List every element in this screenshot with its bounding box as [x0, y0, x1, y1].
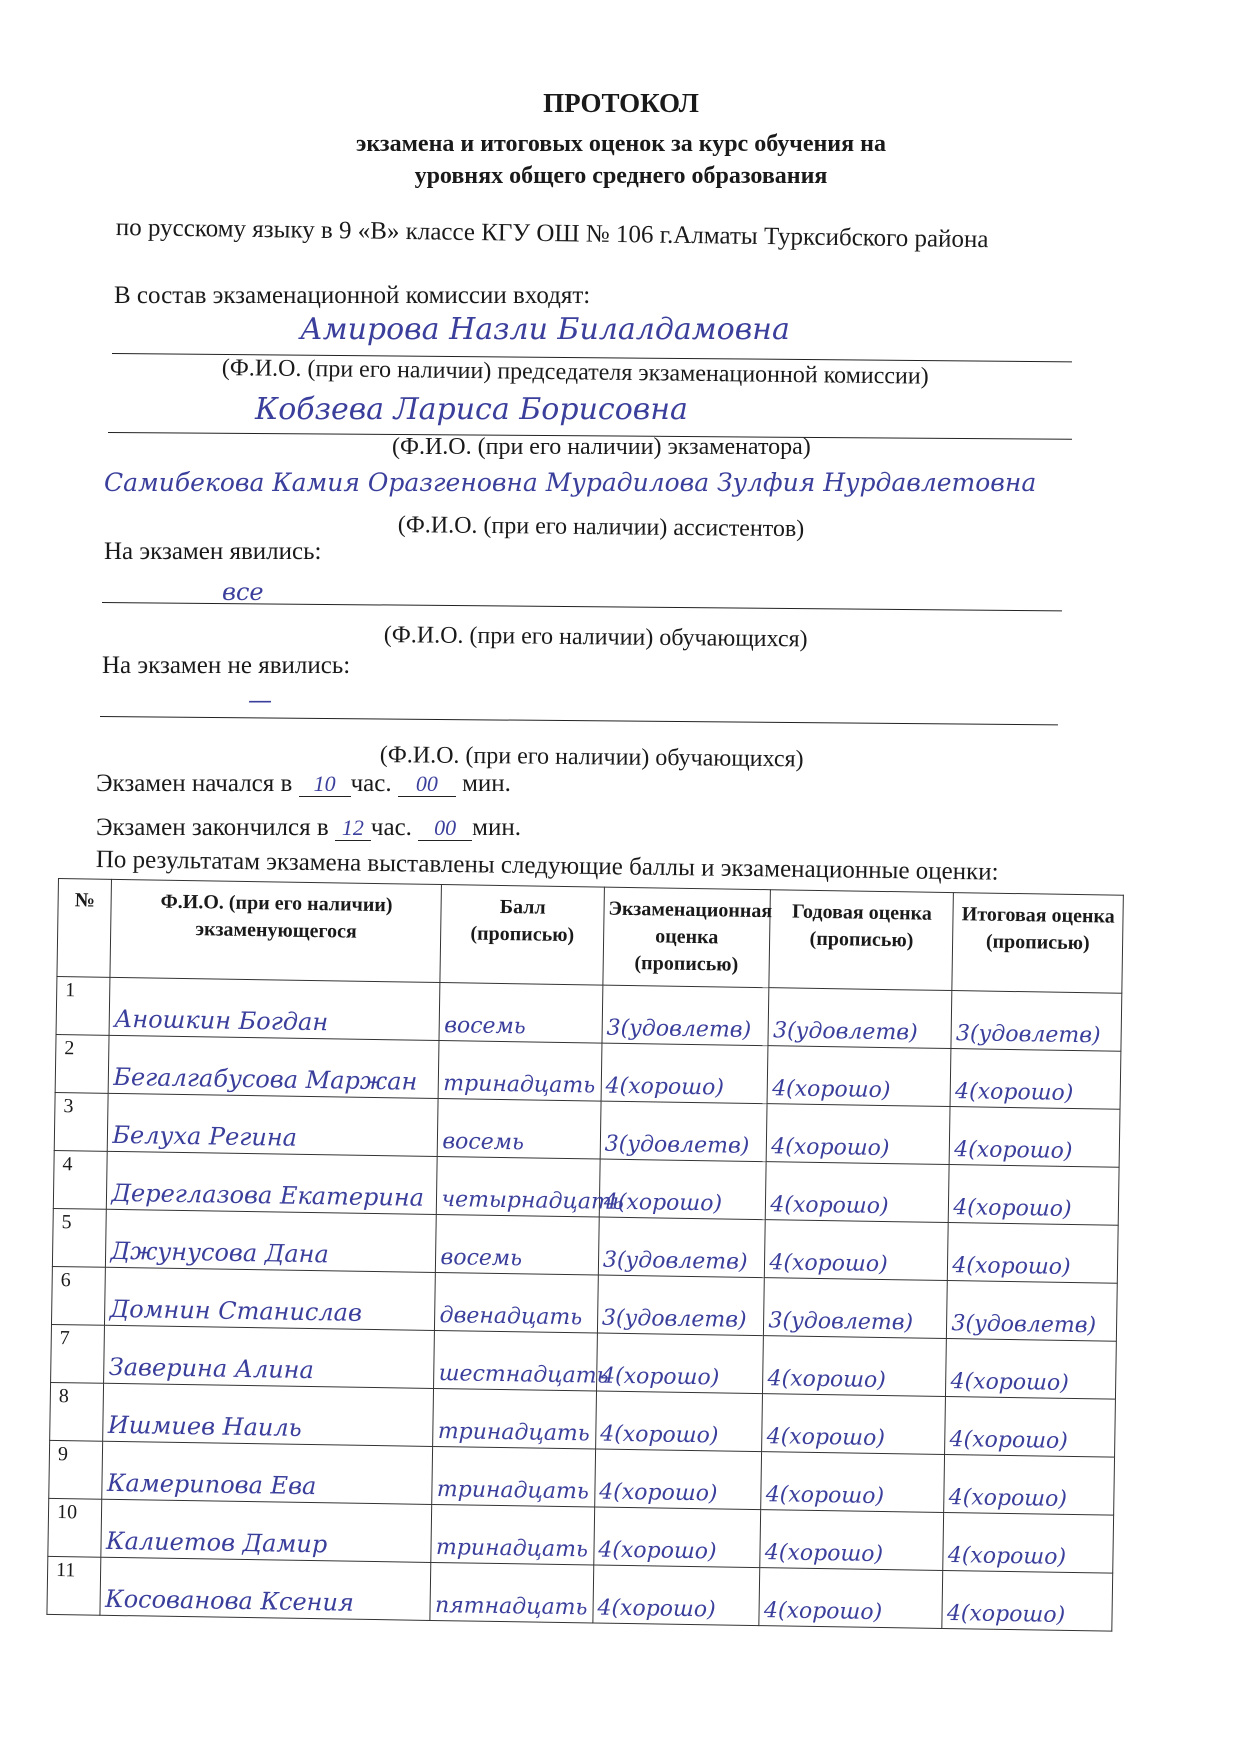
year-grade: 4(хорошо): [759, 1568, 943, 1629]
score-words: тринадцать: [439, 1041, 602, 1102]
score-words: шестнадцать: [434, 1330, 597, 1391]
exam-grade: 3(удовлетв): [597, 1275, 764, 1336]
assistants-caption: (Ф.И.О. (при его наличии) ассистентов): [397, 512, 805, 543]
absent-underline: [100, 716, 1058, 725]
subject-line: по русскому языку в 9 «В» классе КГУ ОШ № 106 г.Алматы Турксибского района: [115, 214, 989, 254]
end-hour-unit: час.: [370, 814, 412, 841]
start-min-unit: мин.: [462, 770, 511, 797]
end-hour: 12: [335, 816, 371, 841]
exam-grade: 4(хорошо): [595, 1449, 762, 1510]
final-grade: 3(удовлетв): [951, 991, 1122, 1052]
row-num: 6: [51, 1266, 105, 1325]
absent-value: —: [248, 686, 272, 714]
header-exam: Экзаменационная оценка (прописью): [603, 887, 771, 988]
row-num: 7: [51, 1324, 105, 1383]
table-header-row: [57, 879, 1123, 994]
year-grade: 4(хорошо): [760, 1510, 944, 1571]
header-score: Балл (прописью): [440, 885, 604, 986]
absent-caption: (Ф.И.О. (при его наличии) обучающихся): [379, 742, 804, 773]
final-grade: 4(хорошо): [946, 1339, 1117, 1400]
student-name: Ишмиев Наиль: [103, 1383, 434, 1446]
score-words: восемь: [439, 983, 602, 1044]
final-grade: 3(удовлетв): [947, 1281, 1118, 1342]
student-name: Белуха Регина: [108, 1093, 439, 1156]
start-prefix: Экзамен начался в: [96, 770, 293, 797]
exam-grade: 3(удовлетв): [602, 985, 769, 1046]
results-intro: По результатам экзамена выставлены следующие баллы и экзаменационные оценки:: [95, 846, 999, 886]
row-num: 4: [53, 1150, 107, 1209]
row-num: 1: [56, 976, 110, 1035]
student-name: Камерипова Ева: [102, 1441, 433, 1504]
row-num: 10: [48, 1498, 102, 1557]
chair-name: Амирова Назли Билалдамовна: [300, 312, 790, 347]
final-grade: 4(хорошо): [948, 1223, 1119, 1284]
exam-grade: 3(удовлетв): [600, 1101, 767, 1162]
present-caption: (Ф.И.О. (при его наличии) обучающихся): [383, 622, 808, 653]
exam-grade: 4(хорошо): [599, 1159, 766, 1220]
header-name: Ф.И.О. (при его наличии) экзаменующегося: [110, 879, 441, 982]
score-words: тринадцать: [431, 1504, 594, 1565]
year-grade: 4(хорошо): [767, 1104, 951, 1165]
present-underline: [102, 602, 1062, 611]
doc-title: ПРОТОКОЛ: [543, 88, 699, 118]
year-grade: 3(удовлетв): [764, 1278, 948, 1339]
examiner-caption: (Ф.И.О. (при его наличии) экзаменатора): [392, 434, 811, 460]
year-grade: 4(хорошо): [763, 1336, 947, 1397]
score-words: двенадцать: [435, 1272, 598, 1333]
final-grade: 4(хорошо): [945, 1397, 1116, 1458]
year-grade: 4(хорошо): [766, 1162, 950, 1223]
present-value: все: [222, 578, 264, 606]
header-num: №: [57, 879, 112, 978]
exam-grade: 4(хорошо): [596, 1333, 763, 1394]
final-grade: 4(хорошо): [949, 1165, 1120, 1226]
final-grade: 4(хорошо): [949, 1107, 1120, 1168]
final-grade: 4(хорошо): [950, 1049, 1121, 1110]
exam-grade: 3(удовлетв): [598, 1217, 765, 1278]
present-label: На экзамен явились:: [104, 538, 322, 565]
start-time-line: [96, 770, 511, 798]
year-grade: 4(хорошо): [765, 1220, 949, 1281]
score-words: восемь: [438, 1099, 601, 1160]
header-year: Годовая оценка (прописью): [769, 890, 953, 991]
student-name: Домнин Станислав: [105, 1267, 436, 1330]
exam-grade: 4(хорошо): [594, 1507, 761, 1568]
student-name: Дереглазова Екатерина: [107, 1151, 438, 1214]
score-words: тринадцать: [432, 1446, 595, 1507]
absent-label: На экзамен не явились:: [102, 652, 351, 679]
start-min: 00: [398, 772, 456, 797]
student-name: Бегалгабусова Маржан: [109, 1035, 440, 1098]
student-name: Косованова Ксения: [100, 1557, 431, 1620]
final-grade: 4(хорошо): [944, 1455, 1115, 1516]
exam-grade: 4(хорошо): [593, 1565, 760, 1626]
score-words: пятнадцать: [430, 1562, 593, 1623]
row-num: 9: [49, 1440, 103, 1499]
exam-grade: 4(хорошо): [595, 1391, 762, 1452]
row-num: 3: [54, 1092, 108, 1151]
score-words: восемь: [436, 1214, 599, 1275]
row-num: 2: [55, 1034, 109, 1093]
student-name: Аношкин Богдан: [109, 977, 440, 1040]
row-num: 8: [50, 1382, 104, 1441]
student-name: Калиетов Дамир: [101, 1499, 432, 1562]
score-words: тринадцать: [433, 1388, 596, 1449]
end-time-line: [96, 814, 521, 842]
end-min: 00: [418, 816, 472, 841]
row-num: 11: [47, 1556, 101, 1615]
year-grade: 4(хорошо): [761, 1452, 945, 1513]
doc-subtitle-1: экзамена и итоговых оценок за курс обучения на: [356, 131, 886, 157]
chair-caption: (Ф.И.О. (при его наличии) председателя экзаменационной комиссии): [221, 355, 929, 390]
final-grade: 4(хорошо): [942, 1570, 1113, 1631]
year-grade: 4(хорошо): [767, 1046, 951, 1107]
year-grade: 4(хорошо): [762, 1394, 946, 1455]
exam-grade: 4(хорошо): [601, 1043, 768, 1104]
header-final: Итоговая оценка (прописью): [952, 893, 1123, 994]
commission-intro: В состав экзаменационной комиссии входят:: [114, 282, 591, 309]
end-prefix: Экзамен закончился в: [96, 814, 329, 841]
start-hour-unit: час.: [350, 770, 392, 797]
doc-subtitle-2: уровнях общего среднего образования: [414, 163, 828, 189]
score-words: четырнадцать: [437, 1156, 600, 1217]
row-num: 5: [52, 1208, 106, 1267]
end-min-unit: мин.: [472, 814, 521, 841]
assistants-names: Самибекова Камия Оразгеновна Мурадилова Зулфия Нурдавлетовна: [104, 468, 1037, 497]
year-grade: 3(удовлетв): [768, 988, 952, 1049]
final-grade: 4(хорошо): [943, 1512, 1114, 1573]
examiner-name: Кобзева Лариса Борисовна: [255, 392, 688, 427]
results-table: [46, 878, 1123, 1632]
student-name: Заверина Алина: [104, 1325, 435, 1388]
student-name: Джунусова Дана: [106, 1209, 437, 1272]
start-hour: 10: [299, 772, 351, 797]
